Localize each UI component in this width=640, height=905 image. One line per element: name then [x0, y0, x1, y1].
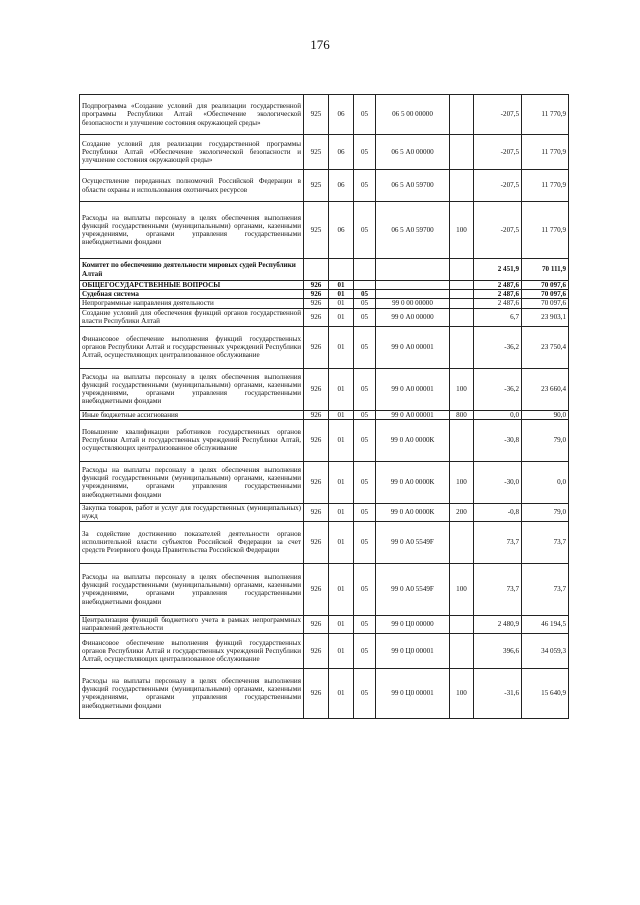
row-name: Расходы на выплаты персоналу в целях обеспечения выполнения функций государственными (муниципальными) органами, казенными учреждениями, органами управления государственными внебюджетными фондами	[80, 461, 304, 503]
subsection-code: 05	[354, 135, 376, 170]
target-article-code: 06 5 А0 59700	[376, 202, 450, 259]
change-amount: -207,5	[474, 202, 522, 259]
change-amount: 6,7	[474, 308, 522, 326]
change-amount: 0,0	[474, 410, 522, 419]
expense-type-code: 100	[450, 368, 474, 410]
ved-code: 926	[304, 503, 329, 521]
total-amount: 70 097,6	[522, 299, 569, 308]
section-code: 06	[329, 170, 354, 202]
budget-table	[79, 94, 569, 719]
subsection-code: 05	[354, 202, 376, 259]
subsection-code: 05	[354, 668, 376, 718]
table-row	[80, 170, 569, 202]
table-row	[80, 461, 569, 503]
subsection-code: 05	[354, 615, 376, 633]
section-code: 01	[329, 615, 354, 633]
table-row	[80, 308, 569, 326]
target-article-code: 99 0 Ц0 00001	[376, 668, 450, 718]
row-name: Создание условий для реализации государственной программы Республики Алтай «Обеспечение экологической безопасности и улучшение состояния окружающей среды»	[80, 135, 304, 170]
ved-code: 925	[304, 202, 329, 259]
subsection-code: 05	[354, 419, 376, 461]
row-name: Создание условий для обеспечения функций органов государственной власти Республики Алтай	[80, 308, 304, 326]
section-code: 01	[329, 668, 354, 718]
section-code: 01	[329, 633, 354, 668]
expense-type-code	[450, 521, 474, 563]
change-amount: -36,2	[474, 326, 522, 368]
ved-code: 926	[304, 633, 329, 668]
table-row	[80, 615, 569, 633]
change-amount: -0,8	[474, 503, 522, 521]
total-amount: 11 770,9	[522, 170, 569, 202]
subsection-code: 05	[354, 461, 376, 503]
section-code: 01	[329, 563, 354, 615]
ved-code: 926	[304, 308, 329, 326]
expense-type-code	[450, 170, 474, 202]
total-amount: 73,7	[522, 521, 569, 563]
change-amount: -30,8	[474, 419, 522, 461]
ved-code: 926	[304, 299, 329, 308]
target-article-code: 99 0 А0 00001	[376, 410, 450, 419]
row-name: Осуществление переданных полномочий Российской Федерации в области охраны и использования охотничьих ресурсов	[80, 170, 304, 202]
budget-table-body	[80, 95, 569, 719]
expense-type-code	[450, 615, 474, 633]
table-row	[80, 281, 569, 290]
table-row	[80, 563, 569, 615]
section-code: 01	[329, 419, 354, 461]
row-name: Расходы на выплаты персоналу в целях обеспечения выполнения функций государственными (муниципальными) органами, казенными учреждениями, органами управления государственными внебюджетными фондами	[80, 202, 304, 259]
total-amount: 11 770,9	[522, 95, 569, 135]
row-name: Иные бюджетные ассигнования	[80, 410, 304, 419]
target-article-code: 06 5 00 00000	[376, 95, 450, 135]
ved-code	[304, 259, 329, 281]
total-amount: 70 097,6	[522, 281, 569, 290]
subsection-code: 05	[354, 521, 376, 563]
target-article-code: 99 0 А0 00000	[376, 308, 450, 326]
change-amount: -207,5	[474, 95, 522, 135]
expense-type-code: 100	[450, 461, 474, 503]
ved-code: 925	[304, 135, 329, 170]
change-amount: -207,5	[474, 135, 522, 170]
row-name: Судебная система	[80, 290, 304, 299]
expense-type-code: 100	[450, 668, 474, 718]
change-amount: -207,5	[474, 170, 522, 202]
total-amount: 34 059,3	[522, 633, 569, 668]
change-amount: 396,6	[474, 633, 522, 668]
subsection-code: 05	[354, 326, 376, 368]
target-article-code: 99 0 А0 5549F	[376, 521, 450, 563]
total-amount: 70 097,6	[522, 290, 569, 299]
change-amount: 73,7	[474, 521, 522, 563]
ved-code: 926	[304, 368, 329, 410]
change-amount: -30,0	[474, 461, 522, 503]
change-amount: 2 487,6	[474, 281, 522, 290]
change-amount: -31,6	[474, 668, 522, 718]
target-article-code: 99 0 00 00000	[376, 299, 450, 308]
target-article-code: 99 0 А0 00001	[376, 368, 450, 410]
section-code	[329, 259, 354, 281]
table-row	[80, 410, 569, 419]
target-article-code: 99 0 А0 0000К	[376, 461, 450, 503]
row-name: Закупка товаров, работ и услуг для государственных (муниципальных) нужд	[80, 503, 304, 521]
expense-type-code: 100	[450, 563, 474, 615]
expense-type-code	[450, 326, 474, 368]
table-row	[80, 668, 569, 718]
ved-code: 926	[304, 281, 329, 290]
ved-code: 926	[304, 290, 329, 299]
subsection-code: 05	[354, 290, 376, 299]
change-amount: 73,7	[474, 563, 522, 615]
subsection-code: 05	[354, 503, 376, 521]
subsection-code: 05	[354, 410, 376, 419]
subsection-code: 05	[354, 170, 376, 202]
row-name: Расходы на выплаты персоналу в целях обеспечения выполнения функций государственными (муниципальными) органами, казенными учреждениями, органами управления государственными внебюджетными фондами	[80, 368, 304, 410]
section-code: 01	[329, 521, 354, 563]
table-row	[80, 633, 569, 668]
ved-code: 926	[304, 326, 329, 368]
target-article-code	[376, 290, 450, 299]
section-code: 01	[329, 410, 354, 419]
section-code: 06	[329, 202, 354, 259]
ved-code: 926	[304, 419, 329, 461]
table-row	[80, 259, 569, 281]
total-amount: 90,0	[522, 410, 569, 419]
section-code: 01	[329, 503, 354, 521]
table-row	[80, 135, 569, 170]
table-row	[80, 419, 569, 461]
table-row	[80, 202, 569, 259]
section-code: 01	[329, 281, 354, 290]
subsection-code	[354, 281, 376, 290]
subsection-code: 05	[354, 563, 376, 615]
target-article-code: 99 0 Ц0 00000	[376, 615, 450, 633]
ved-code: 925	[304, 95, 329, 135]
total-amount: 79,0	[522, 419, 569, 461]
target-article-code: 99 0 А0 00001	[376, 326, 450, 368]
table-row	[80, 95, 569, 135]
total-amount: 11 770,9	[522, 202, 569, 259]
ved-code: 926	[304, 521, 329, 563]
section-code: 01	[329, 326, 354, 368]
table-row	[80, 503, 569, 521]
subsection-code: 05	[354, 299, 376, 308]
target-article-code	[376, 281, 450, 290]
row-name: Непрограммные направления деятельности	[80, 299, 304, 308]
subsection-code: 05	[354, 95, 376, 135]
expense-type-code: 800	[450, 410, 474, 419]
target-article-code: 99 0 А0 5549F	[376, 563, 450, 615]
ved-code: 926	[304, 461, 329, 503]
table-row	[80, 299, 569, 308]
row-name: Расходы на выплаты персоналу в целях обеспечения выполнения функций государственными (муниципальными) органами, казенными учреждениями, органами управления государственными внебюджетными фондами	[80, 563, 304, 615]
section-code: 01	[329, 299, 354, 308]
total-amount: 23 660,4	[522, 368, 569, 410]
total-amount: 0,0	[522, 461, 569, 503]
expense-type-code	[450, 633, 474, 668]
target-article-code: 99 0 А0 0000К	[376, 503, 450, 521]
total-amount: 73,7	[522, 563, 569, 615]
subsection-code: 05	[354, 368, 376, 410]
subsection-code	[354, 259, 376, 281]
row-name: Финансовое обеспечение выполнения функций государственных органов Республики Алтай и государственных учреждений Республики Алтай, осуществляющих централизованное обслуживание	[80, 633, 304, 668]
subsection-code: 05	[354, 308, 376, 326]
total-amount: 15 640,9	[522, 668, 569, 718]
expense-type-code	[450, 135, 474, 170]
ved-code: 926	[304, 410, 329, 419]
expense-type-code	[450, 419, 474, 461]
row-name: Комитет по обеспечению деятельности мировых судей Республики Алтай	[80, 259, 304, 281]
table-row	[80, 368, 569, 410]
ved-code: 926	[304, 615, 329, 633]
ved-code: 926	[304, 668, 329, 718]
row-name: За содействие достижению показателей деятельности органов исполнительной власти субъектов Российской Федерации за счет средств Резервного фонда Правительства Российской Федерации	[80, 521, 304, 563]
row-name: Повышение квалификации работников государственных органов Республики Алтай и государственных учреждений Республики Алтай, осуществляющих централизованное обслуживание	[80, 419, 304, 461]
change-amount: -36,2	[474, 368, 522, 410]
section-code: 06	[329, 95, 354, 135]
target-article-code: 99 0 Ц0 00001	[376, 633, 450, 668]
target-article-code: 06 5 А0 00000	[376, 135, 450, 170]
target-article-code: 99 0 А0 0000К	[376, 419, 450, 461]
total-amount: 11 770,9	[522, 135, 569, 170]
section-code: 01	[329, 368, 354, 410]
expense-type-code	[450, 299, 474, 308]
section-code: 01	[329, 308, 354, 326]
expense-type-code: 100	[450, 202, 474, 259]
expense-type-code: 200	[450, 503, 474, 521]
change-amount: 2 480,9	[474, 615, 522, 633]
page-number: 176	[310, 37, 330, 52]
target-article-code	[376, 259, 450, 281]
table-row	[80, 290, 569, 299]
expense-type-code	[450, 308, 474, 326]
target-article-code: 06 5 А0 59700	[376, 170, 450, 202]
row-name: Централизация функций бюджетного учета в рамках непрограммных направлений деятельности	[80, 615, 304, 633]
row-name: Подпрограмма «Создание условий для реализации государственной программы Республики Алтай «Обеспечение экологической безопасности и улучшение состояния окружающей среды»	[80, 95, 304, 135]
row-name: Финансовое обеспечение выполнения функций государственных органов Республики Алтай и государственных учреждений Республики Алтай, осуществляющих централизованное обслуживание	[80, 326, 304, 368]
change-amount: 2 451,9	[474, 259, 522, 281]
total-amount: 70 111,9	[522, 259, 569, 281]
expense-type-code	[450, 281, 474, 290]
ved-code: 926	[304, 563, 329, 615]
ved-code: 925	[304, 170, 329, 202]
section-code: 01	[329, 461, 354, 503]
section-code: 01	[329, 290, 354, 299]
subsection-code: 05	[354, 633, 376, 668]
total-amount: 46 194,5	[522, 615, 569, 633]
expense-type-code	[450, 290, 474, 299]
change-amount: 2 487,6	[474, 299, 522, 308]
total-amount: 23 903,1	[522, 308, 569, 326]
row-name: ОБЩЕГОСУДАРСТВЕННЫЕ ВОПРОСЫ	[80, 281, 304, 290]
total-amount: 23 750,4	[522, 326, 569, 368]
expense-type-code	[450, 259, 474, 281]
row-name: Расходы на выплаты персоналу в целях обеспечения выполнения функций государственными (муниципальными) органами, казенными учреждениями, органами управления государственными внебюджетными фондами	[80, 668, 304, 718]
change-amount: 2 487,6	[474, 290, 522, 299]
section-code: 06	[329, 135, 354, 170]
expense-type-code	[450, 95, 474, 135]
table-row	[80, 326, 569, 368]
table-row	[80, 521, 569, 563]
total-amount: 79,0	[522, 503, 569, 521]
